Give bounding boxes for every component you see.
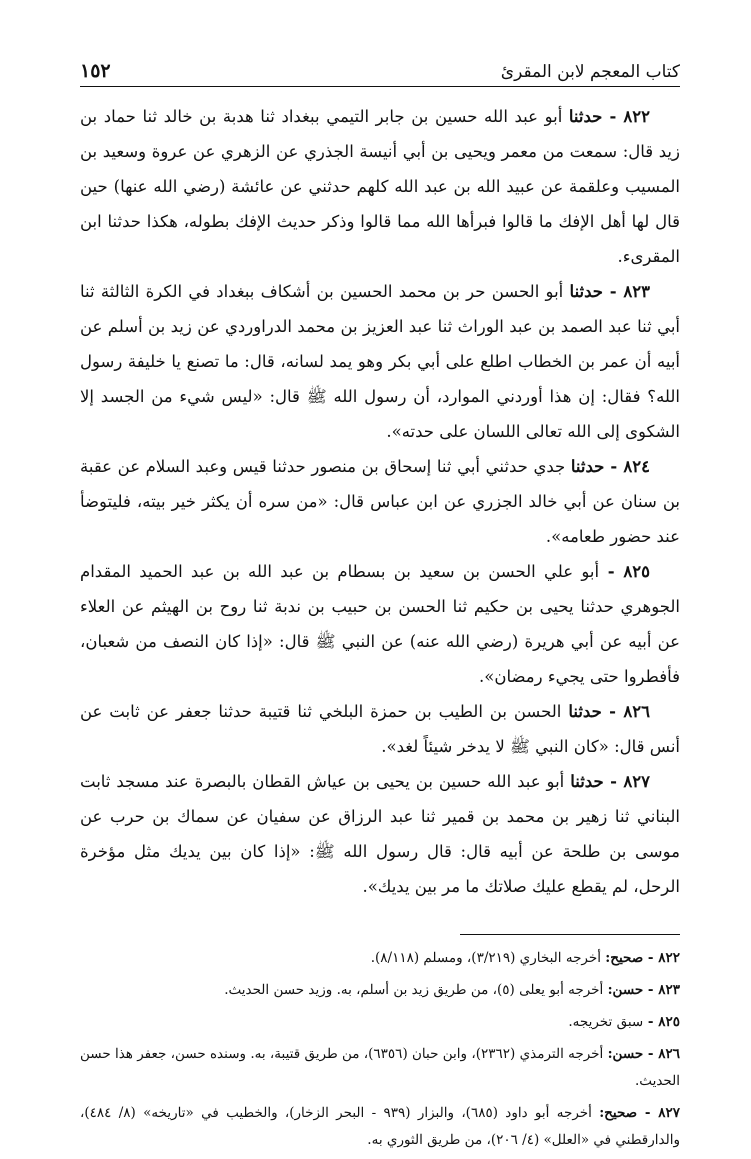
- footnote: ٨٢٥ - سبق تخريجه.: [568, 1014, 680, 1030]
- footnote-number: ٨٢٣: [658, 982, 680, 998]
- hadith-lead: حدثنا: [570, 772, 604, 791]
- hadith-paragraph: ٨٢٣ - حدثنا أبو الحسن حر بن محمد الحسين بن أشكاف ببغداد في الكرة الثالثة ثنا أبي ثنا عبد الصمد بن عبد الوراث ثنا عبد العزيز بن محمد الدراوردي عن زيد بن أسلم عن أبيه أن عمر بن الخطاب اطلع على أبي بكر وهو يمد لسانه، قال: ما تصنع يا خليفة رسول الله؟ فقال: إن هذا أوردني الموارد، أن رسول الله ﷺ قال: «ليس شيء من الجسد إلا الشكوى إلى الله تعالى اللسان على حدته».: [80, 282, 680, 441]
- footnote-number: ٨٢٢: [658, 950, 680, 966]
- footnote-grade: حسن:: [607, 1046, 644, 1062]
- footnote-number: ٨٢٥: [658, 1014, 680, 1030]
- hadith-paragraph: ٨٢٦ - حدثنا الحسن بن الطيب بن حمزة البلخي ثنا قتيبة حدثنا جعفر عن ثابت عن أنس قال: «كان النبي ﷺ لا يدخر شيئاً لغد».: [80, 702, 680, 756]
- footnote-text: أخرجه الترمذي (٢٣٦٢)، وابن حبان (٦٣٥٦)، من طريق قتيبة، به. وسنده حسن، جعفر هذا حسن الحديث.: [80, 1046, 680, 1089]
- footnote-number: ٨٢٦: [658, 1046, 680, 1062]
- hadith-paragraph: ٨٢٤ - حدثنا جدي حدثني أبي ثنا إسحاق بن منصور حدثنا قيس وعبد السلام عن عقبة بن سنان عن أبي خالد الجزري عن ابن عباس قال: «من سره أن يكثر خير بيته، فليتوضأ عند حضور طعامه».: [80, 457, 680, 546]
- footnote-text: أخرجه البخاري (٣/٢١٩)، ومسلم (٨/١١٨).: [370, 950, 601, 966]
- footnote: ٨٢٣ - حسن: أخرجه أبو يعلى (٥)، من طريق زيد بن أسلم، به. وزيد حسن الحديث.: [224, 982, 680, 998]
- footnote-text: سبق تخريجه.: [568, 1014, 644, 1030]
- hadith-lead: حدثنا: [570, 457, 605, 476]
- hadith-text: أبو عبد الله حسين بن يحيى بن عياش القطان بالبصرة عند مسجد ثابت البناني ثنا زهير بن محمد بن قمير ثنا عبد الرزاق عن سفيان عن سماك بن حرب عن موسى بن طلحة عن أبيه قال: قال رسول الله ﷺ: «إذا كان بين يديك مثل مؤخرة الرحل، لم يقطع عليك صلاتك ما مر بين يديك».: [80, 772, 680, 896]
- page-header: [80, 52, 680, 87]
- hadith-number: ٨٢٢: [623, 107, 651, 126]
- footnotes: [80, 945, 680, 1154]
- footnote: ٨٢٦ - حسن: أخرجه الترمذي (٢٣٦٢)، وابن حبان (٦٣٥٦)، من طريق قتيبة، به. وسنده حسن، جعفر هذا حسن الحديث.: [80, 1046, 680, 1089]
- hadith-number: ٨٢٧: [623, 772, 650, 791]
- footnote-divider: [460, 934, 680, 935]
- hadith-number: ٨٢٦: [623, 702, 651, 721]
- hadith-text: أبو عبد الله حسين بن جابر التيمي ببغداد ثنا هدبة بن خالد ثنا حماد بن زيد قال: سمعت من معمر ويحيى بن أبي أنيسة الجذري عن الزهري عن عروة وسعيد بن المسيب وعلقمة عن عبيد الله بن عبد الله كلهم حدثني عن عائشة (رضي الله عنها) حين قال لها أهل الإفك ما قالوا فبرأها الله مما قالوا وذكر حديث الإفك بطوله، هكذا حدثنا ابن المقرىء.: [80, 107, 680, 266]
- main-text: [80, 99, 680, 904]
- hadith-lead: حدثنا: [568, 702, 602, 721]
- footnote: ٨٢٧ - صحيح: أخرجه أبو داود (٦٨٥)، والبزار (٩٣٩ - البحر الزخار)، والخطيب في «تاريخه» (٨/ ٤٨٤)، والدارقطني في «العلل» (٤/ ٢٠٦)، من طريق الثوري به.: [80, 1105, 680, 1148]
- footnote-grade: صحيح:: [599, 1105, 638, 1121]
- footnote-grade: حسن:: [607, 982, 644, 998]
- footnote-grade: صحيح:: [605, 950, 644, 966]
- hadith-text: الحسن بن الطيب بن حمزة البلخي ثنا قتيبة حدثنا جعفر عن ثابت عن أنس قال: «كان النبي ﷺ لا يدخر شيئاً لغد».: [80, 702, 680, 756]
- hadith-number: ٨٢٥: [623, 562, 650, 581]
- footnote-text: أخرجه أبو داود (٦٨٥)، والبزار (٩٣٩ - البحر الزخار)، والخطيب في «تاريخه» (٨/ ٤٨٤)، والدارقطني في «العلل» (٤/ ٢٠٦)، من طريق الثوري به.: [80, 1105, 680, 1148]
- hadith-text: جدي حدثني أبي ثنا إسحاق بن منصور حدثنا قيس وعبد السلام عن عقبة بن سنان عن أبي خالد الجزري عن ابن عباس قال: «من سره أن يكثر خير بيته، فليتوضأ عند حضور طعامه».: [80, 457, 680, 546]
- hadith-paragraph: ٨٢٢ - حدثنا أبو عبد الله حسين بن جابر التيمي ببغداد ثنا هدبة بن خالد ثنا حماد بن زيد قال: سمعت من معمر ويحيى بن أبي أنيسة الجذري عن الزهري عن عروة وسعيد بن المسيب وعلقمة عن عبيد الله بن عبد الله كلهم حدثني عن عائشة (رضي الله عنها) حين قال لها أهل الإفك ما قالوا فبرأها الله مما قالوا وذكر حديث الإفك بطوله، هكذا حدثنا ابن المقرىء.: [80, 107, 680, 266]
- footnote: ٨٢٢ - صحيح: أخرجه البخاري (٣/٢١٩)، ومسلم (٨/١١٨).: [370, 950, 680, 966]
- hadith-paragraph: ٨٢٥ - أبو علي الحسن بن سعيد بن بسطام بن عبد الله بن عبد الحميد المقدام الجوهري حدثنا يحيى بن حكيم ثنا الحسن بن حبيب بن ندبة ثنا روح بن الهيثم عن العلاء عن أبيه عن أبي هريرة (رضي الله عنه) عن النبي ﷺ قال: «إذا كان النصف من شعبان، فأفطروا حتى يجيء رمضان».: [80, 562, 680, 686]
- page-number: ١٥٢: [80, 60, 111, 82]
- footnote-text: أخرجه أبو يعلى (٥)، من طريق زيد بن أسلم، به. وزيد حسن الحديث.: [224, 982, 604, 998]
- book-page: [80, 52, 680, 1159]
- hadith-text: أبو علي الحسن بن سعيد بن بسطام بن عبد الله بن عبد الحميد المقدام الجوهري حدثنا يحيى بن حكيم ثنا الحسن بن حبيب بن ندبة ثنا روح بن الهيثم عن العلاء عن أبيه عن أبي هريرة (رضي الله عنه) عن النبي ﷺ قال: «إذا كان النصف من شعبان، فأفطروا حتى يجيء رمضان».: [80, 562, 680, 686]
- hadith-number: ٨٢٣: [623, 282, 650, 301]
- hadith-paragraph: ٨٢٧ - حدثنا أبو عبد الله حسين بن يحيى بن عياش القطان بالبصرة عند مسجد ثابت البناني ثنا زهير بن محمد بن قمير ثنا عبد الرزاق عن سفيان عن سماك بن حرب عن موسى بن طلحة عن أبيه قال: قال رسول الله ﷺ: «إذا كان بين يديك مثل مؤخرة الرحل، لم يقطع عليك صلاتك ما مر بين يديك».: [80, 772, 680, 896]
- book-title: كتاب المعجم لابن المقرئ: [500, 62, 680, 82]
- hadith-lead: حدثنا: [568, 107, 603, 126]
- hadith-number: ٨٢٤: [623, 457, 650, 476]
- hadith-text: أبو الحسن حر بن محمد الحسين بن أشكاف ببغداد في الكرة الثالثة ثنا أبي ثنا عبد الصمد بن عبد الوراث ثنا عبد العزيز بن محمد الدراوردي عن زيد بن أسلم عن أبيه أن عمر بن الخطاب اطلع على أبي بكر وهو يمد لسانه، قال: ما تصنع يا خليفة رسول الله؟ فقال: إن هذا أوردني الموارد، أن رسول الله ﷺ قال: «ليس شيء من الجسد إلا الشكوى إلى الله تعالى اللسان على حدته».: [80, 282, 680, 441]
- footnote-number: ٨٢٧: [658, 1105, 680, 1121]
- hadith-lead: حدثنا: [569, 282, 604, 301]
